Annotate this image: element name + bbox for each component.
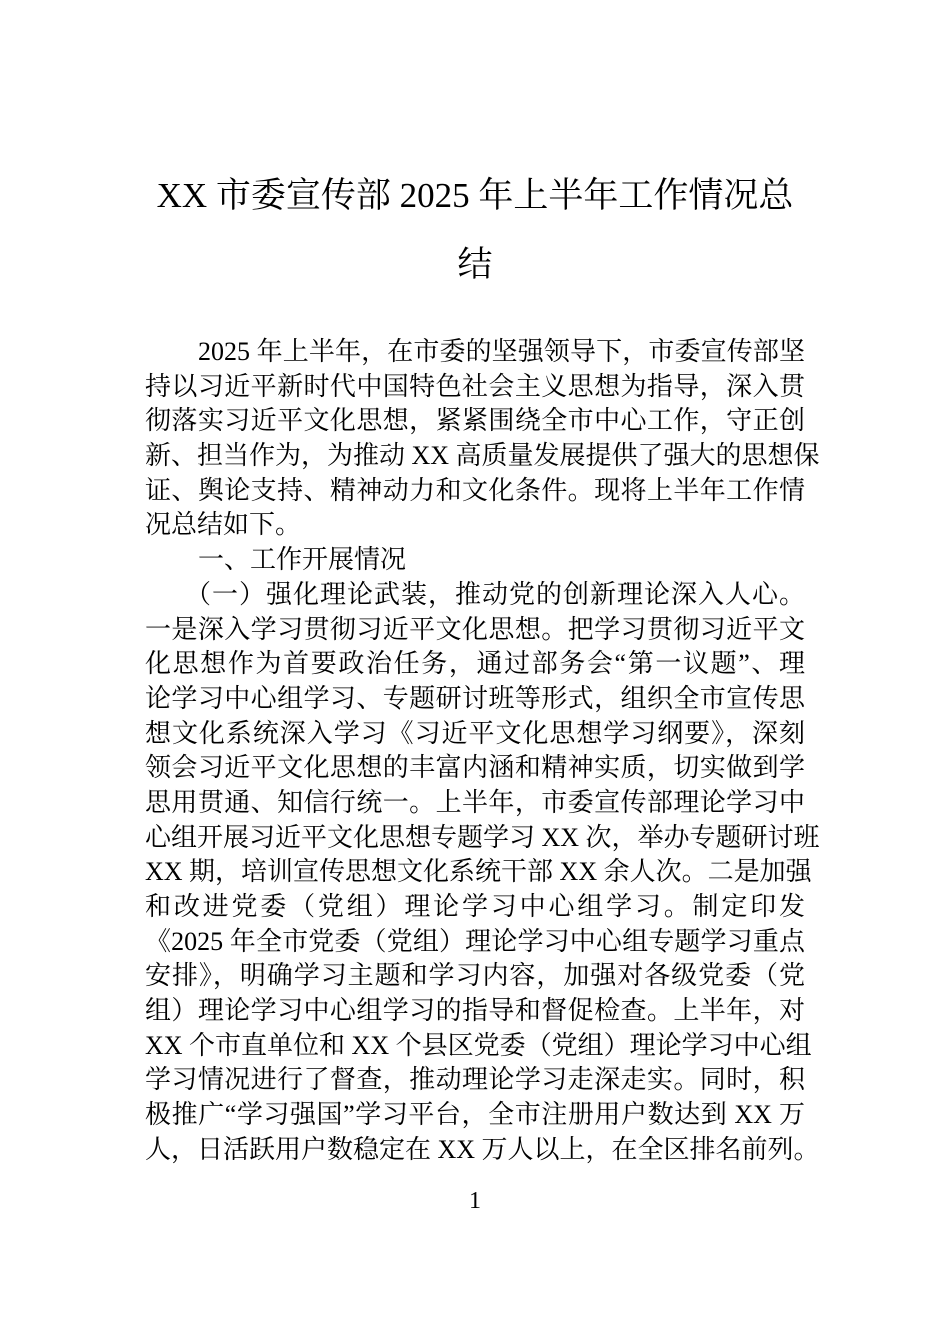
paragraph-line: （一）强化理论武装，推动党的创新理论深入人心。	[185, 579, 805, 609]
paragraph-line: 证、舆论支持、精神动力和文化条件。现将上半年工作情	[145, 475, 805, 505]
paragraph-line: 人，日活跃用户数稳定在 XX 万人以上，在全区排名前列。	[145, 1134, 820, 1164]
paragraph-line: 一、工作开展情况	[198, 545, 407, 575]
document-title-line-1: XX 市委宣传部 2025 年上半年工作情况总	[156, 176, 794, 215]
paragraph-line: 况总结如下。	[145, 510, 302, 540]
document-title-line-2: 结	[457, 245, 493, 284]
paragraph-line: 学习情况进行了督查，推动理论学习走深走实。同时，积	[145, 1065, 805, 1095]
paragraph-line: 组）理论学习中心组学习的指导和督促检查。上半年，对	[145, 996, 805, 1026]
paragraph-line: 彻落实习近平文化思想，紧紧围绕全市中心工作，守正创	[145, 406, 805, 436]
paragraph-line: 新、担当作为，为推动 XX 高质量发展提供了强大的思想保	[145, 441, 820, 471]
paragraph-line: 《2025 年全市党委（党组）理论学习中心组专题学习重点	[145, 926, 805, 956]
paragraph-line: 思用贯通、知信行统一。上半年，市委宣传部理论学习中	[145, 787, 805, 817]
paragraph-line: 安排》，明确学习主题和学习内容，加强对各级党委（党	[145, 961, 805, 991]
document-body	[145, 335, 820, 1168]
paragraph-line: 化思想作为首要政治任务，通过部务会“第一议题”、理	[145, 649, 805, 679]
paragraph-line: 2025 年上半年，在市委的坚强领导下，市委宣传部坚	[198, 337, 805, 366]
paragraph-line: XX 期，培训宣传思想文化系统干部 XX 余人次。二是加强	[145, 857, 812, 887]
paragraph-line: 持以习近平新时代中国特色社会主义思想为指导，深入贯	[145, 371, 805, 401]
paragraph-line: 极推广“学习强国”学习平台，全市注册用户数达到 XX 万	[145, 1100, 805, 1130]
paragraph-line: 一是深入学习贯彻习近平文化思想。把学习贯彻习近平文	[145, 614, 805, 644]
paragraph-line: XX 个市直单位和 XX 个县区党委（党组）理论学习中心组	[145, 1030, 812, 1060]
paragraph-line: 论学习中心组学习、专题研讨班等形式，组织全市宣传思	[145, 683, 805, 713]
paragraph-line: 心组开展习近平文化思想专题学习 XX 次，举办专题研讨班	[145, 822, 820, 852]
paragraph-line: 和改进党委（党组）理论学习中心组学习。制定印发	[145, 892, 805, 921]
paragraph-line: 领会习近平文化思想的丰富内涵和精神实质，切实做到学	[145, 753, 805, 783]
page-number: 1	[469, 1188, 481, 1214]
paragraph-line: 想文化系统深入学习《习近平文化思想学习纲要》，深刻	[145, 718, 805, 748]
